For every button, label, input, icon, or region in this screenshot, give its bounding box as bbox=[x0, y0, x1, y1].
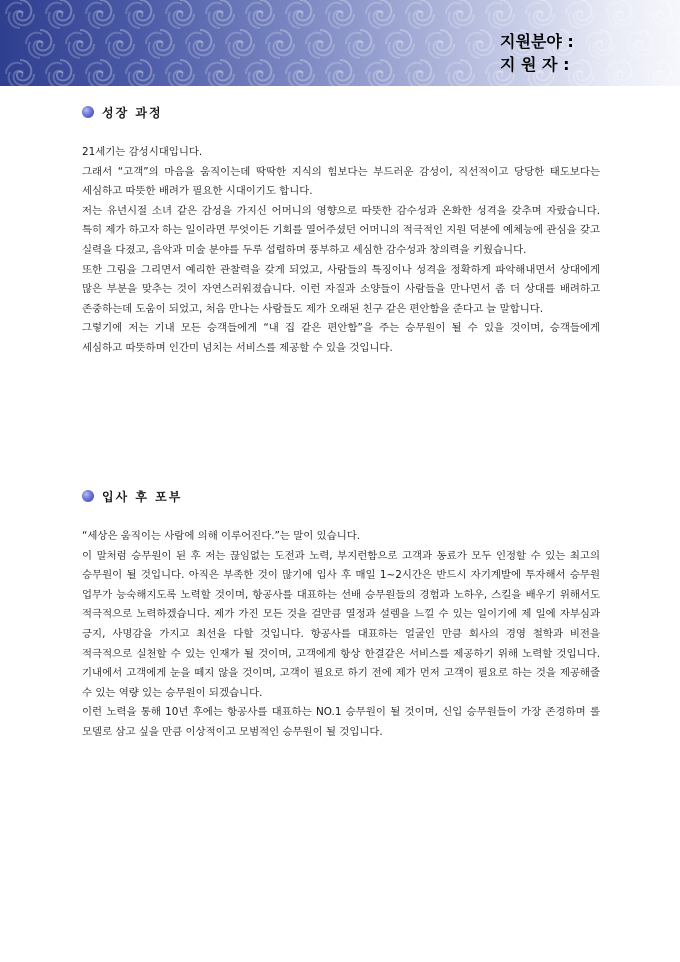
section-title bbox=[82, 487, 600, 505]
field-label: 지원분야 : bbox=[500, 32, 574, 51]
swirl-pattern-icon bbox=[0, 0, 680, 86]
section-growth bbox=[82, 103, 600, 359]
applicant-label: 지 원 자 : bbox=[500, 55, 570, 74]
paragraph: 그렇기에 저는 기내 모든 승객들에게 “내 집 같은 편안함”을 주는 승무원이 될 수 있을 것이며, 승객들에게 세심하고 따뜻하며 인간미 넘치는 서비스를 제공할 수 있을 것입니다. bbox=[82, 322, 600, 354]
paragraph: 또한 그림을 그리면서 예리한 관찰력을 갖게 되었고, 사람들의 특징이나 성격을 정확하게 파악해내면서 상대에게 많은 부분을 맞추는 것이 자연스러워졌습니다. 이런 자질과 소양들이 사람들을 만나면서 좀 더 상대를 배려하고 존중하는데 도움이 되었고, 처음 만나는 사람들도 제가 오래된 친구 같은 편안함을 준다고 늘 말합니다. bbox=[82, 263, 600, 315]
bullet-circle-icon bbox=[82, 106, 94, 118]
applicant-fields bbox=[500, 30, 574, 76]
bullet-circle-icon bbox=[82, 490, 94, 502]
section-aspiration bbox=[82, 487, 600, 743]
paragraph: 이 말처럼 승무원이 된 후 저는 끊임없는 도전과 노력, 부지런함으로 고객과 동료가 모두 인정할 수 있는 최고의 승무원이 될 것입니다. 아직은 부족한 것이 많기에 입사 후 매일 1~2시간은 반드시 자기계발에 투자해서 승무원 업무가 능숙해지도록 노력할 것이며, 항공사를 대표하는 선배 승무원들의 경험과 노하우, 스킬을 배우기 위해서도 적극적으로 노력하겠습니다. 제가 가진 모든 것을 걸만큼 열정과 설렘을 느낄 수 있는 일이기에 제 일에 자부심과 긍지, 사명감을 가지고 최선을 다할 것입니다. 항공사를 대표하는 얼굴인 만큼 회사의 경영 철학과 비전을 적극적으로 실천할 수 있는 인재가 될 것이며, 고객에게 항상 한결같은 서비스를 제공하기 위해 노력할 것입니다. 기내에서 고객에게 눈을 떼지 않을 것이며, 고객이 필요로 하기 전에 제가 먼저 고객이 필요로 하는 것을 제공해줄 수 있는 역량 있는 승무원이 되겠습니다. bbox=[82, 549, 600, 699]
section-title-text: 입사 후 포부 bbox=[102, 489, 183, 504]
paragraph: “세상은 움직이는 사람에 의해 이루어진다.”는 말이 있습니다. bbox=[82, 530, 361, 542]
section-title-text: 성장 과정 bbox=[102, 105, 163, 120]
section-title bbox=[82, 103, 600, 121]
paragraph: 이런 노력을 통해 10년 후에는 항공사를 대표하는 NO.1 승무원이 될 것이며, 신입 승무원들이 가장 존경하며 롤 모델로 삼고 싶을 만큼 이상적이고 모범적인 승무원이 될 것입니다. bbox=[82, 706, 600, 738]
section-body bbox=[82, 527, 600, 743]
paragraph: 그래서 “고객”의 마음을 움직이는데 딱딱한 지식의 힘보다는 부드러운 감성이, 직선적이고 당당한 태도보다는 세심하고 따뜻한 배려가 필요한 시대이기도 합니다. bbox=[82, 165, 600, 198]
paragraph: 저는 유년시절 소녀 같은 감성을 가지신 어머니의 영향으로 따뜻한 감수성과 온화한 성격을 갖추며 자랐습니다. 특히 제가 하고자 하는 일이라면 무엇이든 기회를 열어주셨던 어머니의 적극적인 지원 덕분에 예체능에 관심을 갖고 실력을 다졌고, 음악과 미술 분야를 두루 섭렵하며 풍부하고 세심한 감수성과 창의력을 키웠습니다. bbox=[82, 204, 600, 256]
header-banner bbox=[0, 0, 680, 86]
paragraph: 21세기는 감성시대입니다. bbox=[82, 146, 203, 158]
section-body bbox=[82, 143, 600, 359]
